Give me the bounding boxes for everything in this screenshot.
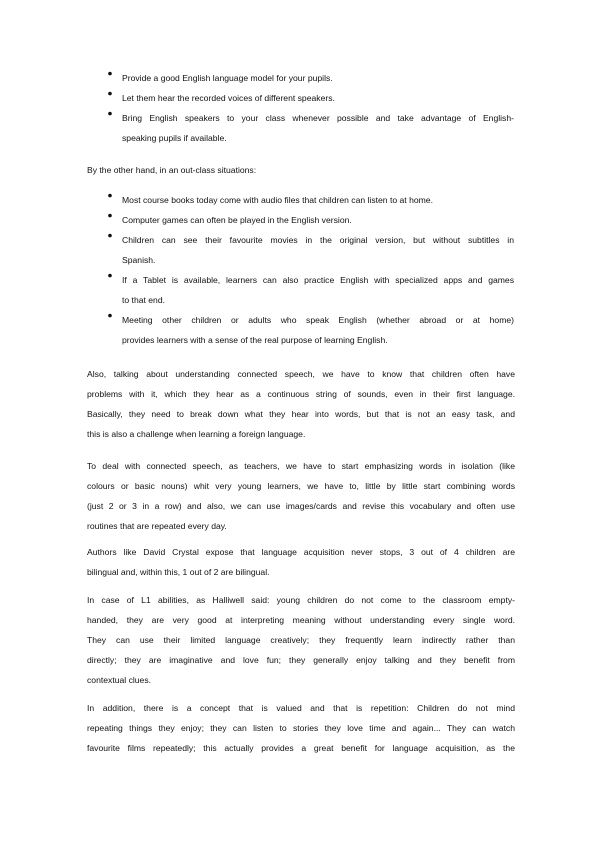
bullet-list-out-class	[0, 190, 599, 350]
list-item	[0, 230, 514, 270]
paragraph-line: To deal with connected speech, as teachers, we have to start emphasizing words in isolation (like	[87, 461, 515, 471]
list-item-line: Computer games can often be played in the English version.	[122, 215, 352, 225]
paragraph-line: Authors like David Crystal expose that language acquisition never stops, 3 out of 4 children are	[87, 547, 515, 557]
list-item-line: Bring English speakers to your class whenever possible and take advantage of English-	[122, 113, 514, 123]
paragraph-line: By the other hand, in an out-class situations:	[87, 165, 257, 175]
paragraph-line: (just 2 or 3 in a row) and also, we can use images/cards and revise this vocabulary and often use	[87, 501, 515, 511]
paragraph-line: problems with it, which they hear as a continuous string of sounds, even in their first language.	[87, 389, 515, 399]
list-item	[0, 190, 514, 210]
paragraph-halliwell	[87, 590, 515, 690]
list-item	[0, 210, 514, 230]
bullet-icon: ●	[107, 108, 113, 118]
intro-out-class	[87, 160, 515, 180]
bullet-icon: ●	[107, 88, 113, 98]
paragraph-line: contextual clues.	[87, 675, 152, 685]
list-item-line: speaking pupils if available.	[122, 133, 227, 143]
bullet-icon: ●	[107, 310, 113, 320]
list-item-line: Let them hear the recorded voices of different speakers.	[122, 93, 335, 103]
paragraph-line: Also, talking about understanding connected speech, we have to know that children often have	[87, 369, 515, 379]
paragraph-line: favourite films repeatedly; this actually provides a great benefit for language acquisition, as the	[87, 743, 515, 753]
paragraph-teachers	[87, 456, 515, 536]
paragraph-repetition	[87, 698, 515, 758]
bullet-icon: ●	[107, 230, 113, 240]
paragraph-connected-speech	[87, 364, 515, 444]
list-item-line: Meeting other children or adults who speak English (whether abroad or at home)	[122, 315, 514, 325]
bullet-icon: ●	[107, 190, 113, 200]
bullet-icon: ●	[107, 210, 113, 220]
list-item	[0, 108, 514, 148]
paragraph-line: directly; they are imaginative and love fun; they generally enjoy talking and they benefit from	[87, 655, 515, 665]
list-item-line: to that end.	[122, 295, 166, 305]
paragraph-line: colours or basic nouns) whit very young learners, we have to, little by little start combining words	[87, 481, 515, 491]
list-item-line: Spanish.	[122, 255, 156, 265]
paragraph-line: In addition, there is a concept that is valued and that is repetition: Children do not mind	[87, 703, 515, 713]
bullet-icon: ●	[107, 270, 113, 280]
bullet-list-in-class	[0, 68, 599, 148]
list-item-line: Provide a good English language model for your pupils.	[122, 73, 333, 83]
list-item-line: Most course books today come with audio files that children can listen to at home.	[122, 195, 433, 205]
bullet-icon: ●	[107, 68, 113, 78]
list-item	[0, 310, 514, 350]
paragraph-line: handed, they are very good at interpreting meaning without understanding every single word.	[87, 615, 515, 625]
paragraph-line: bilingual and, within this, 1 out of 2 are bilingual.	[87, 567, 270, 577]
paragraph-line: routines that are repeated every day.	[87, 521, 227, 531]
list-item	[0, 68, 514, 88]
list-item	[0, 88, 514, 108]
list-item-line: If a Tablet is available, learners can also practice English with specialized apps and games	[122, 275, 514, 285]
list-item-line: Children can see their favourite movies in the original version, but without subtitles in	[122, 235, 514, 245]
paragraph-line: Basically, they need to break down what they hear into words, but that is not an easy task, and	[87, 409, 515, 419]
paragraph-line: repeating things they enjoy; they can listen to stories they love time and again... They can watch	[87, 723, 515, 733]
paragraph-line: this is also a challenge when learning a foreign language.	[87, 429, 306, 439]
paragraph-line: In case of L1 abilities, as Halliwell said: young children do not come to the classroom empty-	[87, 595, 515, 605]
paragraph-line: They can use their limited language creatively; they frequently learn indirectly rather than	[87, 635, 515, 645]
list-item	[0, 270, 514, 310]
paragraph-crystal	[87, 542, 515, 582]
list-item-line: provides learners with a sense of the real purpose of learning English.	[122, 335, 388, 345]
